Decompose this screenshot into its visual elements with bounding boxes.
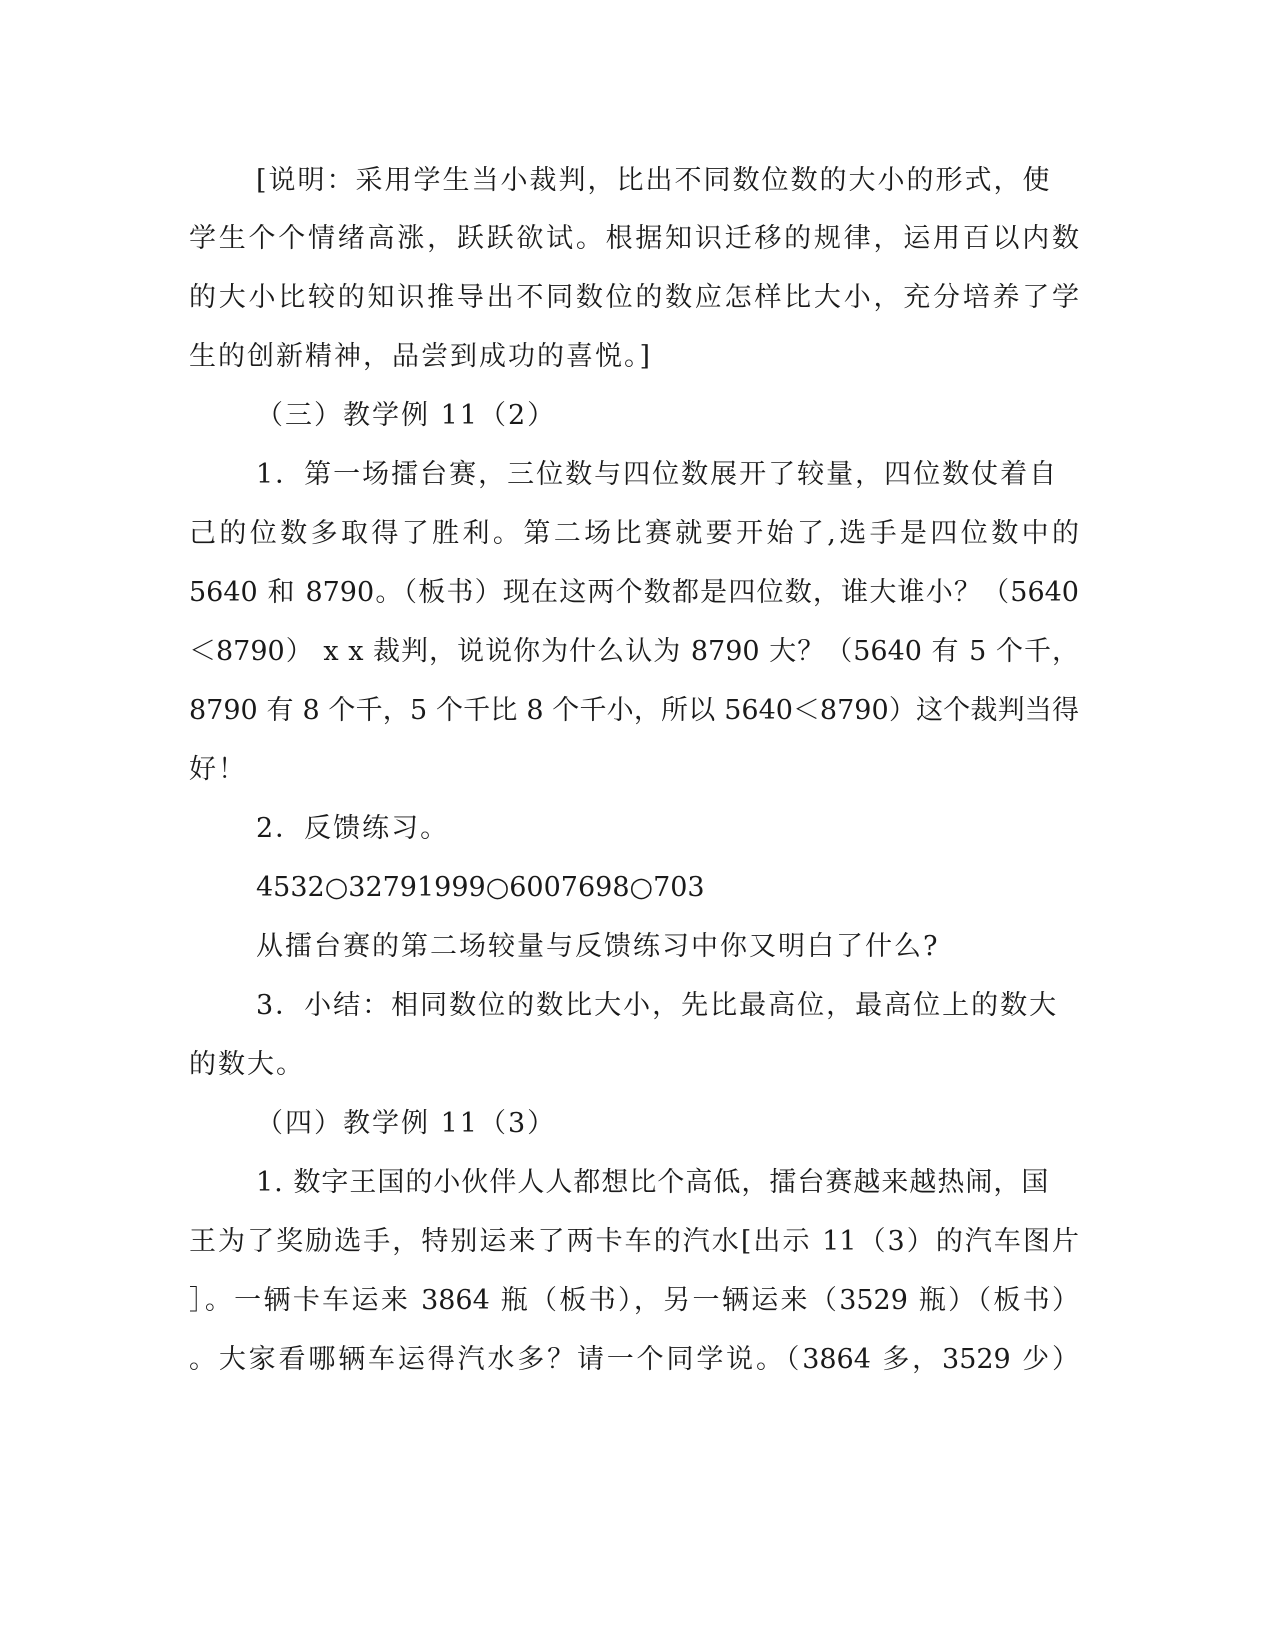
paragraph-line: 王为了奖励选手，特别运来了两卡车的汽水[出示 11（3）的汽车图片 xyxy=(189,1226,1079,1257)
paragraph-line: 的数大。 xyxy=(189,1049,305,1080)
paragraph-line: 3．小结：相同数位的数比大小，先比最高位，最高位上的数大 xyxy=(256,990,1059,1021)
paragraph-line: 1．第一场擂台赛，三位数与四位数展开了较量，四位数仗着自 xyxy=(256,459,1059,490)
paragraph-line: 5640 和 8790。（板书）现在这两个数都是四位数，谁大谁小？（5640 xyxy=(189,577,1079,608)
paragraph-line: 学生个个情绪高涨，跃跃欲试。根据知识迁移的规律，运用百以内数 xyxy=(189,223,1079,254)
paragraph-line: ］。一辆卡车运来 3864 瓶（板书），另一辆运来（3529 瓶）（板书） xyxy=(189,1285,1079,1316)
paragraph-line: 的大小比较的知识推导出不同数位的数应怎样比大小，充分培养了学 xyxy=(189,282,1079,313)
paragraph-line: ＜8790） x x 裁判，说说你为什么认为 8790 大？（5640 有 5 个千， xyxy=(189,636,1079,667)
paragraph-line: 好！ xyxy=(189,754,247,785)
paragraph-line: 2．反馈练习。 xyxy=(256,813,450,844)
paragraph-line: 从擂台赛的第二场较量与反馈练习中你又明白了什么? xyxy=(256,931,940,962)
paragraph-line: 8790 有 8 个千，5 个千比 8 个千小，所以 5640＜8790）这个裁判当得 xyxy=(189,695,1080,726)
paragraph-line: 1. 数字王国的小伙伴人人都想比个高低，擂台赛越来越热闹，国 xyxy=(256,1167,1050,1198)
exercise-line: 4532○32791999○6007698○703 xyxy=(256,872,705,903)
paragraph-line: 生的创新精神，品尝到成功的喜悦。] xyxy=(189,341,653,372)
paragraph-line: 己的位数多取得了胜利。第二场比赛就要开始了,选手是四位数中的 xyxy=(189,518,1079,549)
section-heading: （三）教学例 11（2） xyxy=(256,400,557,431)
paragraph-line: 。大家看哪辆车运得汽水多？请一个同学说。（3864 多，3529 少） xyxy=(189,1344,1079,1375)
paragraph-line: [说明：采用学生当小裁判，比出不同数位数的大小的形式，使 xyxy=(256,165,1052,196)
section-heading: （四）教学例 11（3） xyxy=(256,1108,557,1139)
